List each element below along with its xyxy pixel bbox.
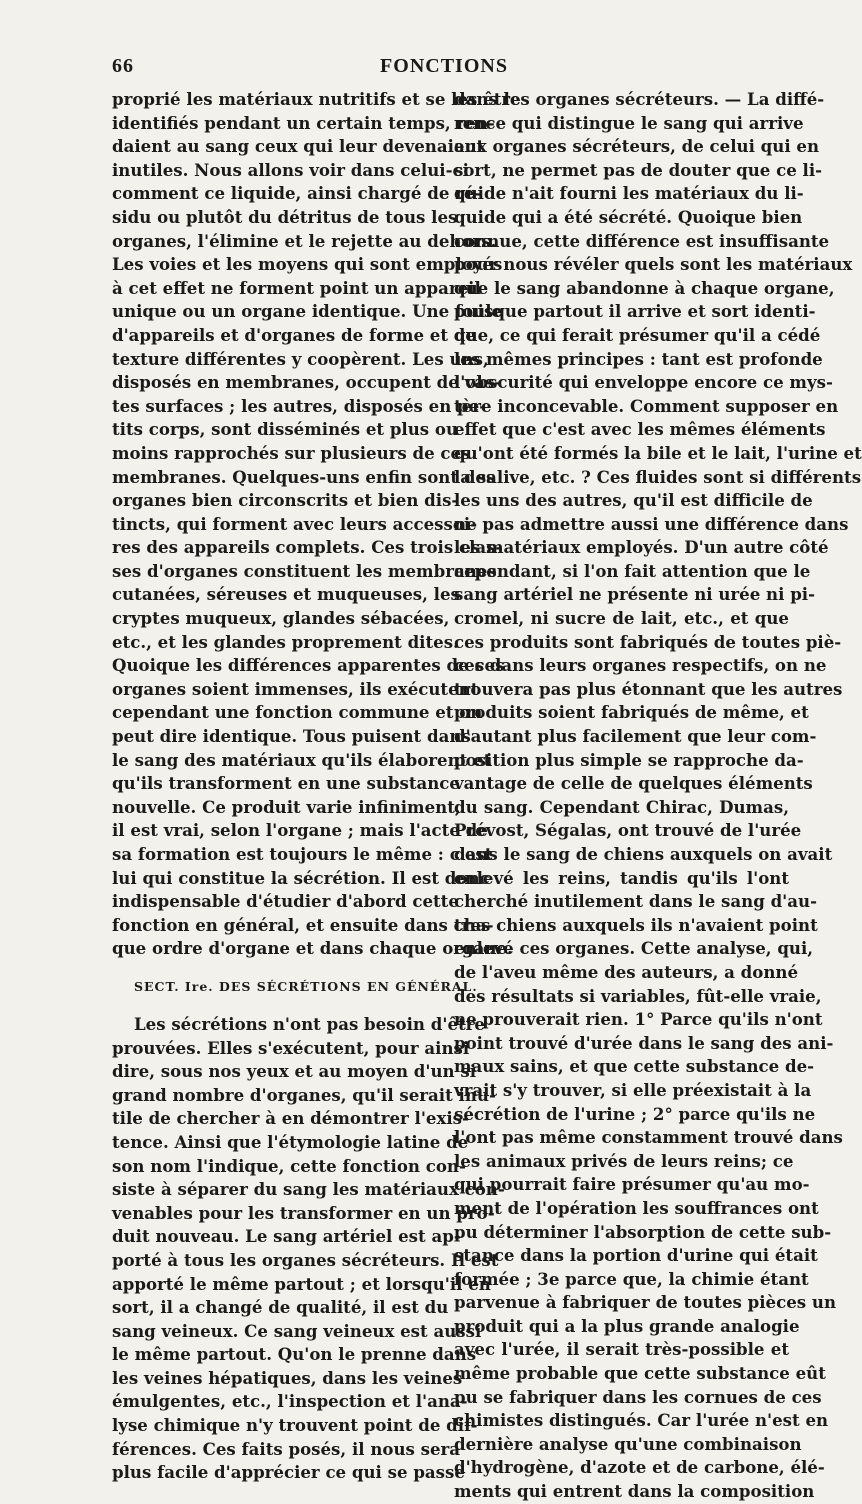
- text-line: les matériaux employés. D'un autre côté: [454, 537, 829, 558]
- text-line: d'autant plus facilement que leur com-: [454, 726, 817, 747]
- text-line: la salive, etc. ? Ces fluides sont si différents: [454, 466, 862, 487]
- text-line: l'ont pas même constamment trouvé dans: [454, 1127, 843, 1148]
- text-line: Quoique les différences apparentes de ces: [112, 655, 505, 676]
- text-line: rence qui distingue le sang qui arrive: [454, 112, 804, 133]
- text-line: venables pour les transformer en un pro-: [112, 1202, 495, 1223]
- text-line: chimistes distingués. Car l'urée n'est en: [454, 1410, 829, 1431]
- text-line: ne pas admettre aussi une différence dans: [454, 513, 849, 534]
- text-line: pour nous révéler quels sont les matériaux: [454, 254, 853, 275]
- text-line: membranes. Quelques-uns enfin sont des: [112, 466, 496, 487]
- text-line: unique ou un organe identique. Une foule: [112, 301, 503, 322]
- text-line: puisque partout il arrive et sort identi-: [454, 301, 816, 322]
- text-line: que ordre d'organe et dans chaque organe.: [112, 938, 513, 959]
- text-line: nouvelle. Ce produit varie infiniment,: [112, 796, 461, 817]
- text-line: sort, il a changé de qualité, il est du: [112, 1297, 449, 1318]
- text-line: formée ; 3e parce que, la chimie étant: [454, 1268, 809, 1289]
- text-line: organes bien circonscrits et bien dis-: [112, 490, 459, 511]
- text-line: les mêmes principes : tant est profonde: [454, 348, 823, 369]
- text-line: daient au sang ceux qui leur devenaient: [112, 136, 485, 157]
- text-line: d'appareils et d'organes de forme et de: [112, 324, 476, 345]
- text-line: plus facile d'apprécier ce qui se passe: [112, 1462, 465, 1483]
- text-line: ses d'organes constituent les membranes: [112, 560, 497, 581]
- text-line: grand nombre d'organes, qu'il serait inu-: [112, 1084, 496, 1105]
- running-head: [112, 55, 776, 79]
- text-line: lyse chimique n'y trouvent point de dif-: [112, 1415, 478, 1436]
- text-line: avec l'urée, il serait très-possible et: [454, 1339, 789, 1360]
- text-line: organes, l'élimine et le rejette au dehors.: [112, 230, 497, 251]
- text-line: cryptes muqueux, glandes sébacées,: [112, 608, 450, 629]
- text-line: Prévost, Ségalas, ont trouvé de l'urée: [454, 820, 802, 841]
- text-line: ments qui entrent dans la composition: [454, 1481, 815, 1502]
- text-line: maux sains, et que cette substance de-: [454, 1056, 815, 1077]
- text-line: le même partout. Qu'on le prenne dans: [112, 1344, 477, 1365]
- text-line: Les voies et les moyens qui sont employés: [112, 254, 503, 275]
- text-line: proprié les matériaux nutritifs et se les être: [112, 89, 521, 109]
- text-line: d'hydrogène, d'azote et de carbone, élé-: [454, 1457, 825, 1478]
- text-line: ment de l'opération les souffrances ont: [454, 1197, 819, 1218]
- text-line: etc., et les glandes proprement dites.: [112, 631, 459, 652]
- page-number: 66: [112, 55, 134, 77]
- text-line: trouvera pas plus étonnant que les autres: [454, 678, 843, 699]
- text-line: Les sécrétions n'ont pas besoin d'être: [134, 1013, 485, 1034]
- text-line: tincts, qui forment avec leurs accessoi-: [112, 513, 478, 534]
- text-line: cromel, ni sucre de lait, etc., et que: [454, 608, 789, 629]
- text-line: vantage de celle de quelques éléments: [454, 773, 813, 794]
- text-line: point trouvé d'urée dans le sang des ani-: [454, 1032, 834, 1053]
- text-line: enlevé les reins, tandis qu'ils l'ont: [454, 867, 789, 888]
- text-line: vrait s'y trouver, si elle préexistait à la: [454, 1079, 812, 1100]
- text-line: tile de chercher à en démontrer l'exis-: [112, 1108, 469, 1129]
- text-line: tes surfaces ; les autres, disposés en pe-: [112, 395, 487, 416]
- text-line: dans le sang de chiens auxquels on avait: [454, 844, 833, 864]
- text-line: dans les organes sécréteurs. — La diffé-: [454, 89, 825, 109]
- right-column: [454, 88, 862, 1502]
- text-line: quide qui a été sécrété. Quoique bien: [454, 206, 803, 227]
- text-line: qui pourrait faire présumer qu'au mo-: [454, 1174, 810, 1195]
- text-line: que, ce qui ferait présumer qu'il a cédé: [454, 324, 821, 345]
- text-line: apporté le même partout ; et lorsqu'il en: [112, 1273, 491, 1294]
- text-line: identifiés pendant un certain temps, ren-: [112, 112, 495, 133]
- text-line: connue, cette différence est insuffisante: [454, 230, 830, 251]
- text-line: sang artériel ne présente ni urée ni pi-: [454, 584, 815, 605]
- text-line: sidu ou plutôt du détritus de tous les: [112, 206, 458, 227]
- text-line: enlevé ces organes. Cette analyse, qui,: [454, 938, 814, 959]
- text-line: indispensable d'étudier d'abord cette: [112, 891, 459, 912]
- text-line: siste à séparer du sang les matériaux con-: [112, 1179, 505, 1200]
- text-line: à cet effet ne forment point un appareil: [112, 277, 481, 298]
- text-line: duit nouveau. Le sang artériel est ap-: [112, 1226, 461, 1247]
- text-line: produit qui a la plus grande analogie: [454, 1315, 800, 1336]
- text-line: peut dire identique. Tous puisent dans: [112, 726, 471, 747]
- text-line: organes soient immenses, ils exécutent: [112, 678, 479, 699]
- text-line: les animaux privés de leurs reins; ce: [454, 1150, 794, 1171]
- text-line: comment ce liquide, ainsi chargé de ré-: [112, 183, 482, 204]
- text-line: produits soient fabriqués de même, et: [454, 702, 809, 723]
- text-line: il est vrai, selon l'organe ; mais l'acte de: [112, 820, 488, 841]
- text-line: position plus simple se rapproche da-: [454, 749, 804, 770]
- text-line: férences. Ces faits posés, il nous sera: [112, 1438, 461, 1459]
- text-line: qu'ont été formés la bile et le lait, l'urine et: [454, 442, 862, 463]
- text-line: sa formation est toujours le même : c'est: [112, 844, 493, 864]
- text-line: que le sang abandonne à chaque organe,: [454, 277, 835, 298]
- text-line: quide n'ait fourni les matériaux du li-: [454, 183, 804, 204]
- text-line: dire, sous nos yeux et au moyen d'un si: [112, 1061, 477, 1082]
- text-line: porté à tous les organes sécréteurs. Il est: [112, 1249, 499, 1270]
- running-title: FONCTIONS: [380, 55, 508, 77]
- text-line: son nom l'indique, cette fonction con-: [112, 1155, 466, 1176]
- text-line: cependant, si l'on fait attention que le: [454, 560, 811, 581]
- text-line: les uns des autres, qu'il est difficile de: [454, 490, 813, 511]
- text-line: pu déterminer l'absorption de cette sub-: [454, 1221, 832, 1242]
- text-line: sécrétion de l'urine ; 2° parce qu'ils ne: [454, 1103, 816, 1124]
- text-line: lui qui constitue la sécrétion. Il est donc: [112, 867, 490, 888]
- section-heading: SECT. Ire. DES SÉCRÉTIONS EN GÉNÉRAL.: [134, 978, 478, 994]
- text-line: cutanées, séreuses et muqueuses, les: [112, 584, 460, 605]
- text-line: parvenue à fabriquer de toutes pièces un: [454, 1292, 837, 1313]
- text-line: tres chiens auxquels ils n'avaient point: [454, 914, 818, 935]
- text-line: l'obscurité qui enveloppe encore ce mys-: [454, 372, 833, 393]
- text-line: texture différentes y coopèrent. Les uns,: [112, 348, 489, 369]
- left-column: [112, 88, 521, 1483]
- text-line: ne prouverait rien. 1° Parce qu'ils n'ont: [454, 1009, 823, 1030]
- text-line: aux organes sécréteurs, de celui qui en: [454, 136, 820, 157]
- text-line: du sang. Cependant Chirac, Dumas,: [454, 796, 789, 817]
- text-line: pu se fabriquer dans les cornues de ces: [454, 1386, 822, 1407]
- text-line: même probable que cette substance eût: [454, 1363, 826, 1384]
- text-line: fonction en général, et ensuite dans cha-: [112, 914, 494, 935]
- text-line: tence. Ainsi que l'étymologie latine de: [112, 1131, 469, 1152]
- text-line: le sang des matériaux qu'ils élaborent et: [112, 749, 492, 770]
- text-line: qu'ils transforment en une substance: [112, 773, 460, 794]
- text-line: cherché inutilement dans le sang d'au-: [454, 891, 817, 912]
- text-line: dernière analyse qu'une combinaison: [454, 1433, 802, 1454]
- text-line: inutiles. Nous allons voir dans celui-ci: [112, 159, 469, 180]
- text-line: cependant une fonction commune et on: [112, 702, 483, 723]
- text-line: sang veineux. Ce sang veineux est aussi: [112, 1320, 482, 1341]
- text-line: sort, ne permet pas de douter que ce li-: [454, 159, 823, 180]
- text-line: moins rapprochés sur plusieurs de ces: [112, 442, 471, 463]
- text-line: res des appareils complets. Ces trois clas-: [112, 537, 503, 558]
- text-line: tits corps, sont disséminés et plus ou: [112, 419, 459, 440]
- text-line: effet que c'est avec les mêmes éléments: [454, 419, 826, 440]
- text-line: tère inconcevable. Comment supposer en: [454, 395, 839, 416]
- text-line: stance dans la portion d'urine qui était: [454, 1245, 818, 1266]
- text-line: ces produits sont fabriqués de toutes piè-: [454, 631, 842, 652]
- text-line: de l'aveu même des auteurs, a donné: [454, 961, 799, 982]
- text-line: prouvées. Elles s'exécutent, pour ainsi: [112, 1037, 470, 1058]
- text-line: ces dans leurs organes respectifs, on ne: [454, 655, 827, 676]
- text-line: des résultats si variables, fût-elle vraie,: [454, 985, 822, 1006]
- text-line: les veines hépatiques, dans les veines: [112, 1367, 463, 1388]
- text-line: disposés en membranes, occupent de vas-: [112, 372, 502, 393]
- text-line: émulgentes, etc., l'inspection et l'ana-: [112, 1391, 468, 1412]
